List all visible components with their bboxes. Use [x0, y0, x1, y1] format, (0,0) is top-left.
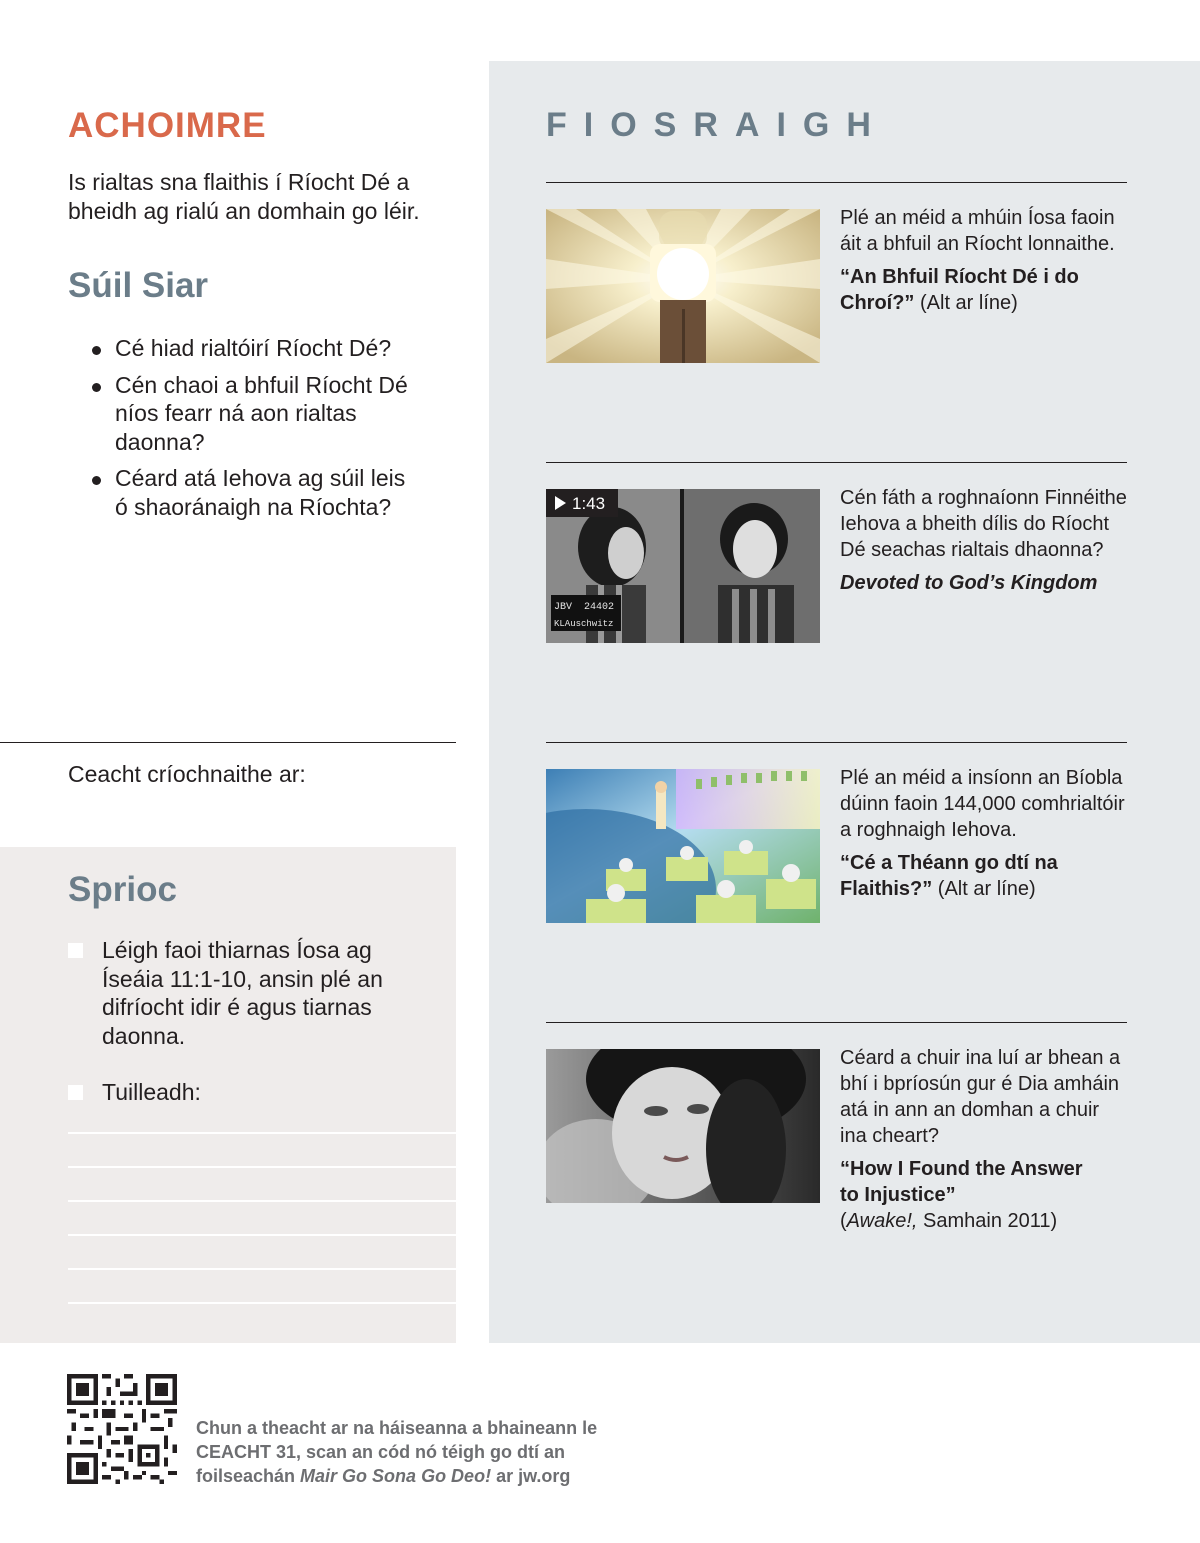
footer-text-start: Chun a theacht ar na háiseanna a bhaineann le CEACHT 31, scan an cód nó téigh go dtí an foilseachán — [196, 1418, 598, 1486]
divider — [546, 1022, 1127, 1023]
writing-line[interactable] — [68, 1268, 456, 1270]
source-publication: Awake!, — [846, 1210, 918, 1232]
source-prefix: ( — [840, 1210, 847, 1232]
explore-heading: FIOSRAIGH — [546, 106, 888, 144]
summary-text: Is rialtas sna flaithis í Ríocht Dé a bheidh ag rialú an domhain go léir. — [68, 169, 420, 224]
goal-checkbox[interactable] — [68, 943, 83, 958]
footer-text-end: ar jw.org — [491, 1466, 571, 1486]
more-label: Tuilleadh: — [102, 1079, 201, 1105]
bullet-icon — [92, 346, 101, 355]
publication-title: Mair Go Sona Go Deo! — [300, 1466, 492, 1486]
placard-code: JBV — [554, 602, 573, 613]
entry-title-link[interactable]: “Cé a Théann go dtí na Flaithis?” — [840, 852, 1058, 900]
entry-source — [840, 1208, 1130, 1234]
review-question — [92, 464, 422, 521]
writing-line[interactable] — [68, 1132, 456, 1134]
entry-title-link[interactable]: “How I Found the Answer to Injustice” — [840, 1158, 1083, 1206]
divider — [546, 182, 1127, 183]
entry-description: Plé an méid a mhúin Íosa faoin áit a bhfuil an Ríocht lonnaithe. — [840, 207, 1115, 255]
qr-code-icon[interactable] — [67, 1374, 177, 1484]
goal-heading: Sprioc — [68, 870, 177, 909]
entry-description: Céard a chuir ina luí ar bhean a bhí i bpríosún gur é Dia amháin atá in ann an domhan a chuir ina cheart? — [840, 1047, 1121, 1147]
entry-source: (Alt ar líne) — [937, 878, 1036, 900]
divider — [0, 742, 456, 743]
more-checkbox[interactable] — [68, 1085, 83, 1100]
divider — [546, 462, 1127, 463]
review-question-text: Cén chaoi a bhfuil Ríocht Dé níos fearr ná aon rialtas daonna? — [115, 371, 408, 455]
entry-title-link[interactable]: Devoted to God’s Kingdom — [840, 572, 1098, 594]
glowing-man-image[interactable] — [546, 209, 820, 363]
review-question — [92, 334, 422, 363]
prisoner-photo-video[interactable] — [546, 489, 820, 643]
lesson-completed-label: Ceacht críochnaithe ar: — [68, 761, 306, 787]
woman-portrait-image[interactable] — [546, 1049, 820, 1203]
review-heading: Súil Siar — [68, 266, 209, 305]
review-question — [92, 371, 422, 457]
summary-heading: ACHOIMRE — [68, 106, 267, 145]
placard-camp: KLAuschwitz — [554, 619, 614, 629]
explore-entry-2 — [840, 485, 1130, 596]
entry-description: Cén fáth a roghnaíonn Finnéithe Iehova a bheith dílis do Ríocht Dé seachas rialtais dhaonna? — [840, 487, 1127, 561]
heavenly-rulers-image[interactable] — [546, 769, 820, 923]
explore-entry-4 — [840, 1045, 1130, 1234]
writing-line[interactable] — [68, 1200, 456, 1202]
writing-line[interactable] — [68, 1234, 456, 1236]
review-list — [92, 334, 422, 529]
entry-title-link[interactable]: “An Bhfuil Ríocht Dé i do Chroí?” — [840, 266, 1079, 314]
source-date: Samhain 2011) — [917, 1210, 1058, 1232]
goal-item-text: Léigh faoi thiarnas Íosa ag Íseáia 11:1-10, ansin plé an difríocht idir é agus tiarnas daonna. — [102, 937, 383, 1049]
divider — [546, 742, 1127, 743]
writing-line[interactable] — [68, 1166, 456, 1168]
explore-entry-3 — [840, 765, 1130, 902]
writing-line[interactable] — [68, 1302, 456, 1304]
bullet-icon — [92, 383, 101, 392]
placard-number: 24402 — [584, 602, 615, 613]
entry-description: Plé an méid a insíonn an Bíobla dúinn faoin 144,000 comhrialtóir a roghnaigh Iehova. — [840, 767, 1125, 841]
video-duration: 1:43 — [572, 494, 606, 513]
bullet-icon — [92, 476, 101, 485]
review-question-text: Cé hiad rialtóirí Ríocht Dé? — [115, 335, 392, 361]
review-question-text: Céard atá Iehova ag súil leis ó shaoránaigh na Ríochta? — [115, 465, 406, 520]
footer-text — [196, 1416, 616, 1488]
entry-source: (Alt ar líne) — [920, 292, 1018, 314]
explore-entry-1 — [840, 205, 1130, 316]
